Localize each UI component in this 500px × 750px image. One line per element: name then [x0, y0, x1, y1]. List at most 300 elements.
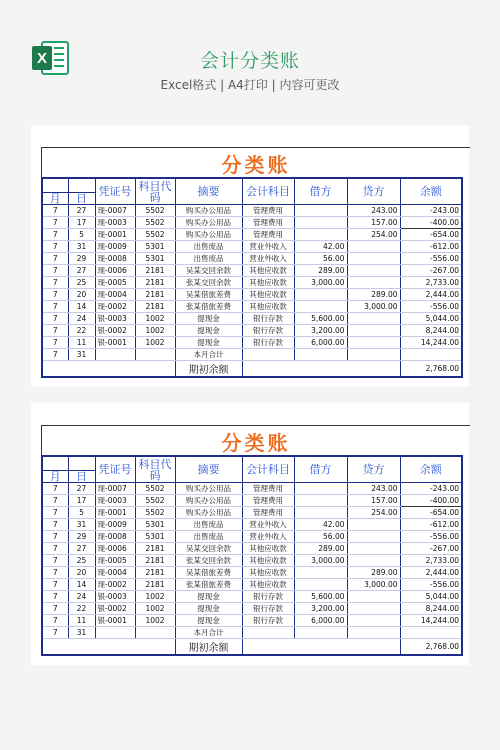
cell-day: 27	[68, 205, 95, 217]
cell-account-code	[135, 627, 175, 639]
cell-balance: -556.00	[400, 579, 462, 591]
cell-account-code: 5301	[135, 531, 175, 543]
cell-month: 7	[42, 313, 68, 325]
col-credit: 贷方	[347, 178, 400, 205]
cell-summary: 购买办公用品	[175, 495, 242, 507]
cell-voucher: 银-0003	[95, 313, 135, 325]
cell-day: 11	[68, 615, 95, 627]
cell-balance: -654.00	[400, 229, 462, 241]
opening-balance-row	[42, 639, 462, 656]
cell-account-code: 1002	[135, 325, 175, 337]
blank-cell	[242, 361, 400, 378]
blank-cell	[42, 361, 175, 378]
table-row	[42, 567, 462, 579]
cell-credit	[347, 337, 400, 349]
table-row	[42, 579, 462, 591]
cell-voucher: 现-0003	[95, 217, 135, 229]
col-debit: 借方	[294, 178, 347, 205]
cell-debit	[294, 507, 347, 519]
cell-debit	[294, 495, 347, 507]
col-day: 日	[68, 193, 95, 205]
ledger-table	[41, 455, 463, 656]
cell-summary: 购买办公用品	[175, 483, 242, 495]
cell-credit	[347, 241, 400, 253]
table-row	[42, 555, 462, 567]
cell-debit: 42.00	[294, 241, 347, 253]
cell-day: 27	[68, 483, 95, 495]
cell-month: 7	[42, 591, 68, 603]
cell-month: 7	[42, 483, 68, 495]
cell-credit	[347, 603, 400, 615]
cell-account: 管理费用	[242, 483, 294, 495]
table-row	[42, 603, 462, 615]
cell-credit	[347, 519, 400, 531]
page-title: 会计分类账	[199, 50, 300, 72]
cell-credit	[347, 253, 400, 265]
cell-account: 营业外收入	[242, 253, 294, 265]
cell-account-code: 2181	[135, 555, 175, 567]
cell-voucher	[95, 349, 135, 361]
cell-month: 7	[42, 555, 68, 567]
table-row	[42, 531, 462, 543]
cell-balance: -612.00	[400, 519, 462, 531]
cell-account: 银行存款	[242, 615, 294, 627]
cell-summary: 提现金	[175, 325, 242, 337]
cell-voucher	[95, 627, 135, 639]
cell-month: 7	[42, 241, 68, 253]
page-header	[0, 0, 500, 110]
cell-balance: 2,444.00	[400, 567, 462, 579]
table-row	[42, 507, 462, 519]
cell-account-code: 1002	[135, 615, 175, 627]
cell-credit	[347, 313, 400, 325]
table-row	[42, 241, 462, 253]
col-account-code: 科目代码	[135, 178, 175, 205]
cell-summary: 提现金	[175, 313, 242, 325]
cell-balance: 2,444.00	[400, 289, 462, 301]
cell-summary: 出售废品	[175, 241, 242, 253]
cell-debit: 5,600.00	[294, 591, 347, 603]
cell-day: 31	[68, 519, 95, 531]
cell-account: 管理费用	[242, 507, 294, 519]
cell-debit	[294, 217, 347, 229]
cell-account-code: 2181	[135, 579, 175, 591]
cell-month: 7	[42, 253, 68, 265]
cell-summary: 提现金	[175, 603, 242, 615]
cell-debit: 5,600.00	[294, 313, 347, 325]
cell-day: 14	[68, 301, 95, 313]
col-blank	[42, 456, 68, 471]
cell-balance: 14,244.00	[400, 615, 462, 627]
cell-voucher: 现-0004	[95, 567, 135, 579]
cell-month: 7	[42, 507, 68, 519]
cell-debit: 6,000.00	[294, 337, 347, 349]
cell-month: 7	[42, 277, 68, 289]
cell-summary: 购买办公用品	[175, 229, 242, 241]
cell-day: 24	[68, 313, 95, 325]
cell-credit: 289.00	[347, 567, 400, 579]
cell-summary: 吴某借旅差费	[175, 289, 242, 301]
cell-credit: 157.00	[347, 217, 400, 229]
cell-account: 营业外收入	[242, 241, 294, 253]
cell-credit: 254.00	[347, 507, 400, 519]
cell-credit	[347, 349, 400, 361]
cell-debit: 6,000.00	[294, 615, 347, 627]
ledger-banner	[41, 425, 470, 456]
cell-summary: 张某交回余款	[175, 277, 242, 289]
cell-account-code: 2181	[135, 567, 175, 579]
cell-voucher: 银-0002	[95, 325, 135, 337]
cell-debit	[294, 205, 347, 217]
cell-account: 其他应收款	[242, 301, 294, 313]
cell-summary: 张某借旅差费	[175, 579, 242, 591]
cell-day: 14	[68, 579, 95, 591]
page-subtitle: Excel格式 | A4打印 | 内容可更改	[160, 78, 340, 92]
cell-summary: 出售废品	[175, 531, 242, 543]
cell-credit	[347, 265, 400, 277]
cell-voucher: 银-0002	[95, 603, 135, 615]
cell-debit	[294, 301, 347, 313]
table-row	[42, 615, 462, 627]
cell-day: 22	[68, 325, 95, 337]
cell-voucher: 现-0002	[95, 579, 135, 591]
cell-debit: 3,200.00	[294, 325, 347, 337]
cell-account-code: 2181	[135, 277, 175, 289]
cell-voucher: 现-0006	[95, 265, 135, 277]
cell-credit	[347, 555, 400, 567]
col-month: 月	[42, 193, 68, 205]
cell-balance: -612.00	[400, 241, 462, 253]
cell-debit	[294, 483, 347, 495]
cell-day: 11	[68, 337, 95, 349]
col-blank	[68, 178, 95, 193]
cell-credit	[347, 591, 400, 603]
cell-summary: 提现金	[175, 337, 242, 349]
ledger-table	[41, 177, 463, 378]
cell-debit: 289.00	[294, 543, 347, 555]
cell-account: 其他应收款	[242, 579, 294, 591]
table-row	[42, 301, 462, 313]
cell-debit: 3,000.00	[294, 555, 347, 567]
cell-credit	[347, 615, 400, 627]
cell-month: 7	[42, 543, 68, 555]
cell-account-code: 5502	[135, 205, 175, 217]
cell-debit: 3,000.00	[294, 277, 347, 289]
cell-balance: 5,044.00	[400, 591, 462, 603]
cell-voucher: 银-0001	[95, 337, 135, 349]
cell-account: 其他应收款	[242, 567, 294, 579]
cell-account: 营业外收入	[242, 531, 294, 543]
cell-account: 银行存款	[242, 337, 294, 349]
cell-account-code: 5502	[135, 217, 175, 229]
cell-debit: 289.00	[294, 265, 347, 277]
ledger-title: 分类账	[221, 153, 291, 177]
cell-credit: 243.00	[347, 483, 400, 495]
cell-credit: 3,000.00	[347, 301, 400, 313]
cell-debit	[294, 579, 347, 591]
ledger-sheet	[31, 403, 469, 665]
cell-account-code: 2181	[135, 265, 175, 277]
ledger-title: 分类账	[221, 431, 291, 455]
cell-account: 其他应收款	[242, 265, 294, 277]
cell-debit: 42.00	[294, 519, 347, 531]
cell-voucher: 银-0003	[95, 591, 135, 603]
cell-credit: 157.00	[347, 495, 400, 507]
col-day: 日	[68, 471, 95, 483]
cell-account: 银行存款	[242, 591, 294, 603]
cell-account-code: 5301	[135, 253, 175, 265]
cell-balance: -267.00	[400, 265, 462, 277]
cell-day: 17	[68, 495, 95, 507]
cell-balance: 5,044.00	[400, 313, 462, 325]
cell-month: 7	[42, 229, 68, 241]
cell-credit	[347, 627, 400, 639]
cell-month: 7	[42, 325, 68, 337]
cell-day: 25	[68, 555, 95, 567]
cell-account-code: 2181	[135, 301, 175, 313]
cell-day: 5	[68, 229, 95, 241]
cell-account-code: 1002	[135, 603, 175, 615]
cell-day: 22	[68, 603, 95, 615]
cell-summary: 提现金	[175, 591, 242, 603]
cell-debit	[294, 349, 347, 361]
svg-text:X: X	[36, 50, 48, 67]
cell-account: 管理费用	[242, 217, 294, 229]
cell-summary: 购买办公用品	[175, 507, 242, 519]
cell-voucher: 现-0004	[95, 289, 135, 301]
table-row	[42, 277, 462, 289]
cell-summary: 出售废品	[175, 519, 242, 531]
cell-account: 其他应收款	[242, 543, 294, 555]
blank-cell	[42, 639, 175, 656]
cell-summary: 出售废品	[175, 253, 242, 265]
cell-account-code: 5301	[135, 519, 175, 531]
cell-day: 27	[68, 543, 95, 555]
col-account-code: 科目代码	[135, 456, 175, 483]
cell-account	[242, 349, 294, 361]
cell-month: 7	[42, 301, 68, 313]
table-row	[42, 253, 462, 265]
cell-month: 7	[42, 519, 68, 531]
cell-balance	[400, 627, 462, 639]
cell-summary: 本月合计	[175, 627, 242, 639]
cell-credit	[347, 325, 400, 337]
cell-balance: -400.00	[400, 217, 462, 229]
cell-balance: -556.00	[400, 253, 462, 265]
table-row	[42, 313, 462, 325]
cell-month: 7	[42, 349, 68, 361]
cell-summary: 提现金	[175, 615, 242, 627]
table-row	[42, 265, 462, 277]
cell-day: 29	[68, 531, 95, 543]
cell-credit: 243.00	[347, 205, 400, 217]
table-row	[42, 483, 462, 495]
cell-voucher: 现-0003	[95, 495, 135, 507]
table-row	[42, 217, 462, 229]
cell-day: 5	[68, 507, 95, 519]
cell-account: 营业外收入	[242, 519, 294, 531]
opening-balance-row	[42, 361, 462, 378]
cell-debit	[294, 567, 347, 579]
opening-balance-label: 期初余额	[175, 361, 242, 378]
cell-debit	[294, 289, 347, 301]
col-summary: 摘要	[175, 456, 242, 483]
col-balance: 余额	[400, 178, 462, 205]
cell-voucher: 现-0006	[95, 543, 135, 555]
cell-summary: 张某借旅差费	[175, 301, 242, 313]
cell-account: 银行存款	[242, 313, 294, 325]
cell-month: 7	[42, 627, 68, 639]
cell-day: 20	[68, 289, 95, 301]
cell-account-code: 5502	[135, 507, 175, 519]
cell-account-code: 5502	[135, 229, 175, 241]
table-row	[42, 349, 462, 361]
col-account: 会计科目	[242, 178, 294, 205]
cell-account-code: 2181	[135, 543, 175, 555]
cell-account: 其他应收款	[242, 289, 294, 301]
cell-debit	[294, 627, 347, 639]
cell-voucher: 现-0002	[95, 301, 135, 313]
cell-voucher: 现-0009	[95, 241, 135, 253]
cell-account: 管理费用	[242, 495, 294, 507]
cell-day: 31	[68, 627, 95, 639]
cell-month: 7	[42, 337, 68, 349]
cell-summary: 吴某交回余款	[175, 543, 242, 555]
table-row	[42, 289, 462, 301]
cell-day: 29	[68, 253, 95, 265]
col-voucher: 凭证号	[95, 178, 135, 205]
cell-voucher: 现-0008	[95, 531, 135, 543]
cell-account-code	[135, 349, 175, 361]
cell-voucher: 现-0005	[95, 277, 135, 289]
col-account: 会计科目	[242, 456, 294, 483]
cell-month: 7	[42, 495, 68, 507]
cell-account-code: 5301	[135, 241, 175, 253]
cell-account-code: 5502	[135, 483, 175, 495]
cell-summary: 购买办公用品	[175, 205, 242, 217]
col-credit: 贷方	[347, 456, 400, 483]
cell-month: 7	[42, 567, 68, 579]
cell-balance: -243.00	[400, 205, 462, 217]
table-row	[42, 591, 462, 603]
cell-credit	[347, 531, 400, 543]
cell-account-code: 1002	[135, 591, 175, 603]
table-row	[42, 627, 462, 639]
cell-voucher: 银-0001	[95, 615, 135, 627]
table-row	[42, 519, 462, 531]
cell-balance: -267.00	[400, 543, 462, 555]
cell-summary: 购买办公用品	[175, 217, 242, 229]
cell-summary: 吴某借旅差费	[175, 567, 242, 579]
cell-balance: 2,733.00	[400, 277, 462, 289]
cell-balance: -400.00	[400, 495, 462, 507]
cell-balance: 8,244.00	[400, 325, 462, 337]
cell-balance: 14,244.00	[400, 337, 462, 349]
cell-credit: 3,000.00	[347, 579, 400, 591]
cell-account-code: 2181	[135, 289, 175, 301]
cell-account: 管理费用	[242, 229, 294, 241]
cell-balance: -556.00	[400, 301, 462, 313]
cell-debit: 56.00	[294, 531, 347, 543]
cell-day: 25	[68, 277, 95, 289]
cell-credit: 254.00	[347, 229, 400, 241]
cell-voucher: 现-0001	[95, 229, 135, 241]
cell-account: 银行存款	[242, 325, 294, 337]
col-month: 月	[42, 471, 68, 483]
cell-credit: 289.00	[347, 289, 400, 301]
cell-summary: 吴某交回余款	[175, 265, 242, 277]
cell-voucher: 现-0009	[95, 519, 135, 531]
cell-month: 7	[42, 289, 68, 301]
cell-account: 其他应收款	[242, 555, 294, 567]
cell-month: 7	[42, 615, 68, 627]
cell-voucher: 现-0005	[95, 555, 135, 567]
cell-debit	[294, 229, 347, 241]
cell-debit: 3,200.00	[294, 603, 347, 615]
col-blank	[42, 178, 68, 193]
cell-account-code: 5502	[135, 495, 175, 507]
cell-day: 31	[68, 241, 95, 253]
opening-balance-value: 2,768.00	[400, 361, 462, 378]
table-row	[42, 495, 462, 507]
cell-summary: 张某交回余款	[175, 555, 242, 567]
opening-balance-label: 期初余额	[175, 639, 242, 656]
cell-credit	[347, 277, 400, 289]
cell-credit	[347, 543, 400, 555]
cell-month: 7	[42, 531, 68, 543]
cell-balance: -654.00	[400, 507, 462, 519]
cell-voucher: 现-0007	[95, 205, 135, 217]
cell-voucher: 现-0007	[95, 483, 135, 495]
cell-day: 24	[68, 591, 95, 603]
table-row	[42, 229, 462, 241]
cell-voucher: 现-0008	[95, 253, 135, 265]
cell-month: 7	[42, 265, 68, 277]
cell-voucher: 现-0001	[95, 507, 135, 519]
cell-account: 银行存款	[242, 603, 294, 615]
cell-balance: 2,733.00	[400, 555, 462, 567]
cell-day: 27	[68, 265, 95, 277]
table-row	[42, 543, 462, 555]
cell-day: 31	[68, 349, 95, 361]
col-blank	[68, 456, 95, 471]
cell-account: 其他应收款	[242, 277, 294, 289]
col-debit: 借方	[294, 456, 347, 483]
cell-month: 7	[42, 217, 68, 229]
col-voucher: 凭证号	[95, 456, 135, 483]
opening-balance-value: 2,768.00	[400, 639, 462, 656]
ledger-banner	[41, 147, 470, 178]
col-summary: 摘要	[175, 178, 242, 205]
blank-cell	[242, 639, 400, 656]
cell-account-code: 1002	[135, 337, 175, 349]
ledger-sheet	[31, 125, 469, 387]
cell-day: 17	[68, 217, 95, 229]
cell-balance: -556.00	[400, 531, 462, 543]
cell-account: 管理费用	[242, 205, 294, 217]
cell-balance: -243.00	[400, 483, 462, 495]
table-row	[42, 205, 462, 217]
col-balance: 余额	[400, 456, 462, 483]
cell-summary: 本月合计	[175, 349, 242, 361]
cell-debit: 56.00	[294, 253, 347, 265]
cell-account	[242, 627, 294, 639]
cell-account-code: 1002	[135, 313, 175, 325]
cell-month: 7	[42, 603, 68, 615]
cell-balance	[400, 349, 462, 361]
cell-balance: 8,244.00	[400, 603, 462, 615]
cell-month: 7	[42, 579, 68, 591]
